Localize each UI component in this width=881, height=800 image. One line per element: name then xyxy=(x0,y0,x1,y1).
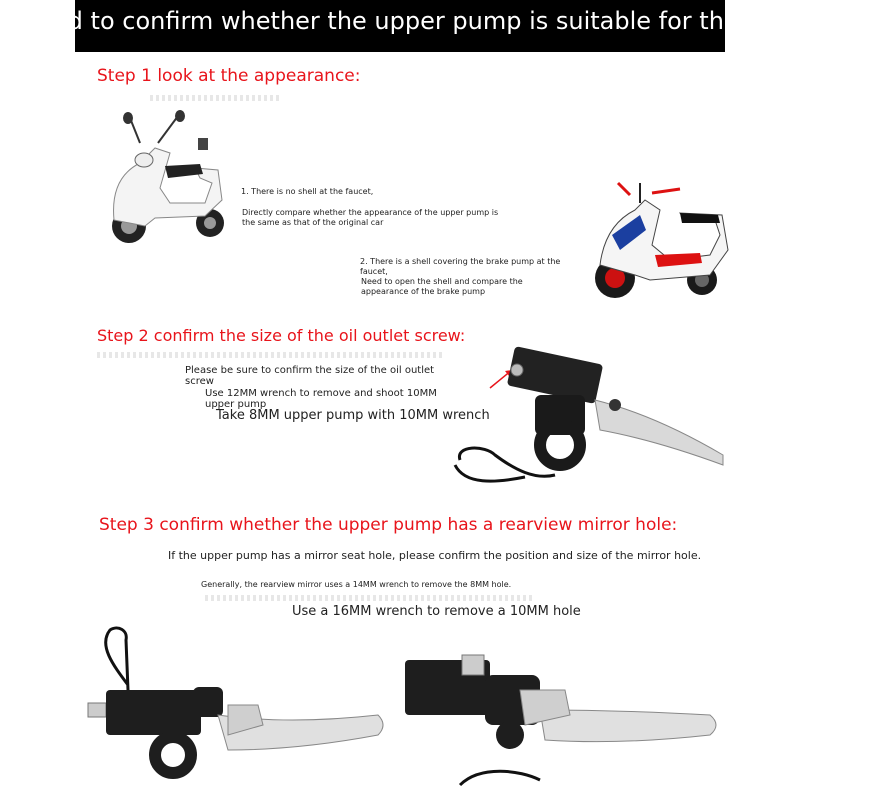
step3-title: Step 3 confirm whether the upper pump has a rearview mirror hole: xyxy=(99,515,678,535)
banner-title: od to confirm whether the upper pump is suitable for the original car xyxy=(53,7,881,35)
note2-line4: appearance of the brake pump xyxy=(361,287,486,296)
note1-body-line2: the same as that of the original car xyxy=(242,218,384,227)
step3-line3: Use a 16MM wrench to remove a 10MM hole xyxy=(292,604,581,619)
note2-line2: faucet, xyxy=(360,267,388,276)
note1-body-line1: Directly compare whether the appearance of the upper pump is xyxy=(242,208,499,217)
blurred-text xyxy=(205,595,535,601)
brake-pump-with-arrow-image xyxy=(455,345,730,495)
title-banner xyxy=(53,0,881,52)
blurred-text xyxy=(97,352,442,358)
white-retro-scooter-image xyxy=(100,108,225,253)
step3-line2: Generally, the rearview mirror uses a 14MM wrench to remove the 8MM hole. xyxy=(201,580,512,589)
note2-line3: Need to open the shell and compare the xyxy=(361,277,523,286)
note2-line1: 2. There is a shell covering the brake pump at the xyxy=(360,257,561,266)
brake-pump-left-image xyxy=(88,625,388,790)
step2-line2a: Use 12MM wrench to remove and shoot 10MM xyxy=(205,388,437,399)
step2-line3: Take 8MM upper pump with 10MM wrench xyxy=(216,408,490,423)
white-sport-scooter-image xyxy=(590,175,730,305)
note1-title: 1. There is no shell at the faucet, xyxy=(241,187,374,196)
brake-pump-right-image xyxy=(400,655,725,795)
step3-line1: If the upper pump has a mirror seat hole, please confirm the position and size of the mirror hole. xyxy=(168,549,702,562)
blurred-text xyxy=(150,95,280,101)
step2-line1b: screw xyxy=(185,376,214,387)
step2-title: Step 2 confirm the size of the oil outlet screw: xyxy=(97,326,466,345)
step2-line1a: Please be sure to confirm the size of the oil outlet xyxy=(185,365,435,376)
step2-line2b: upper pump xyxy=(205,399,267,410)
step1-title: Step 1 look at the appearance: xyxy=(97,66,361,86)
